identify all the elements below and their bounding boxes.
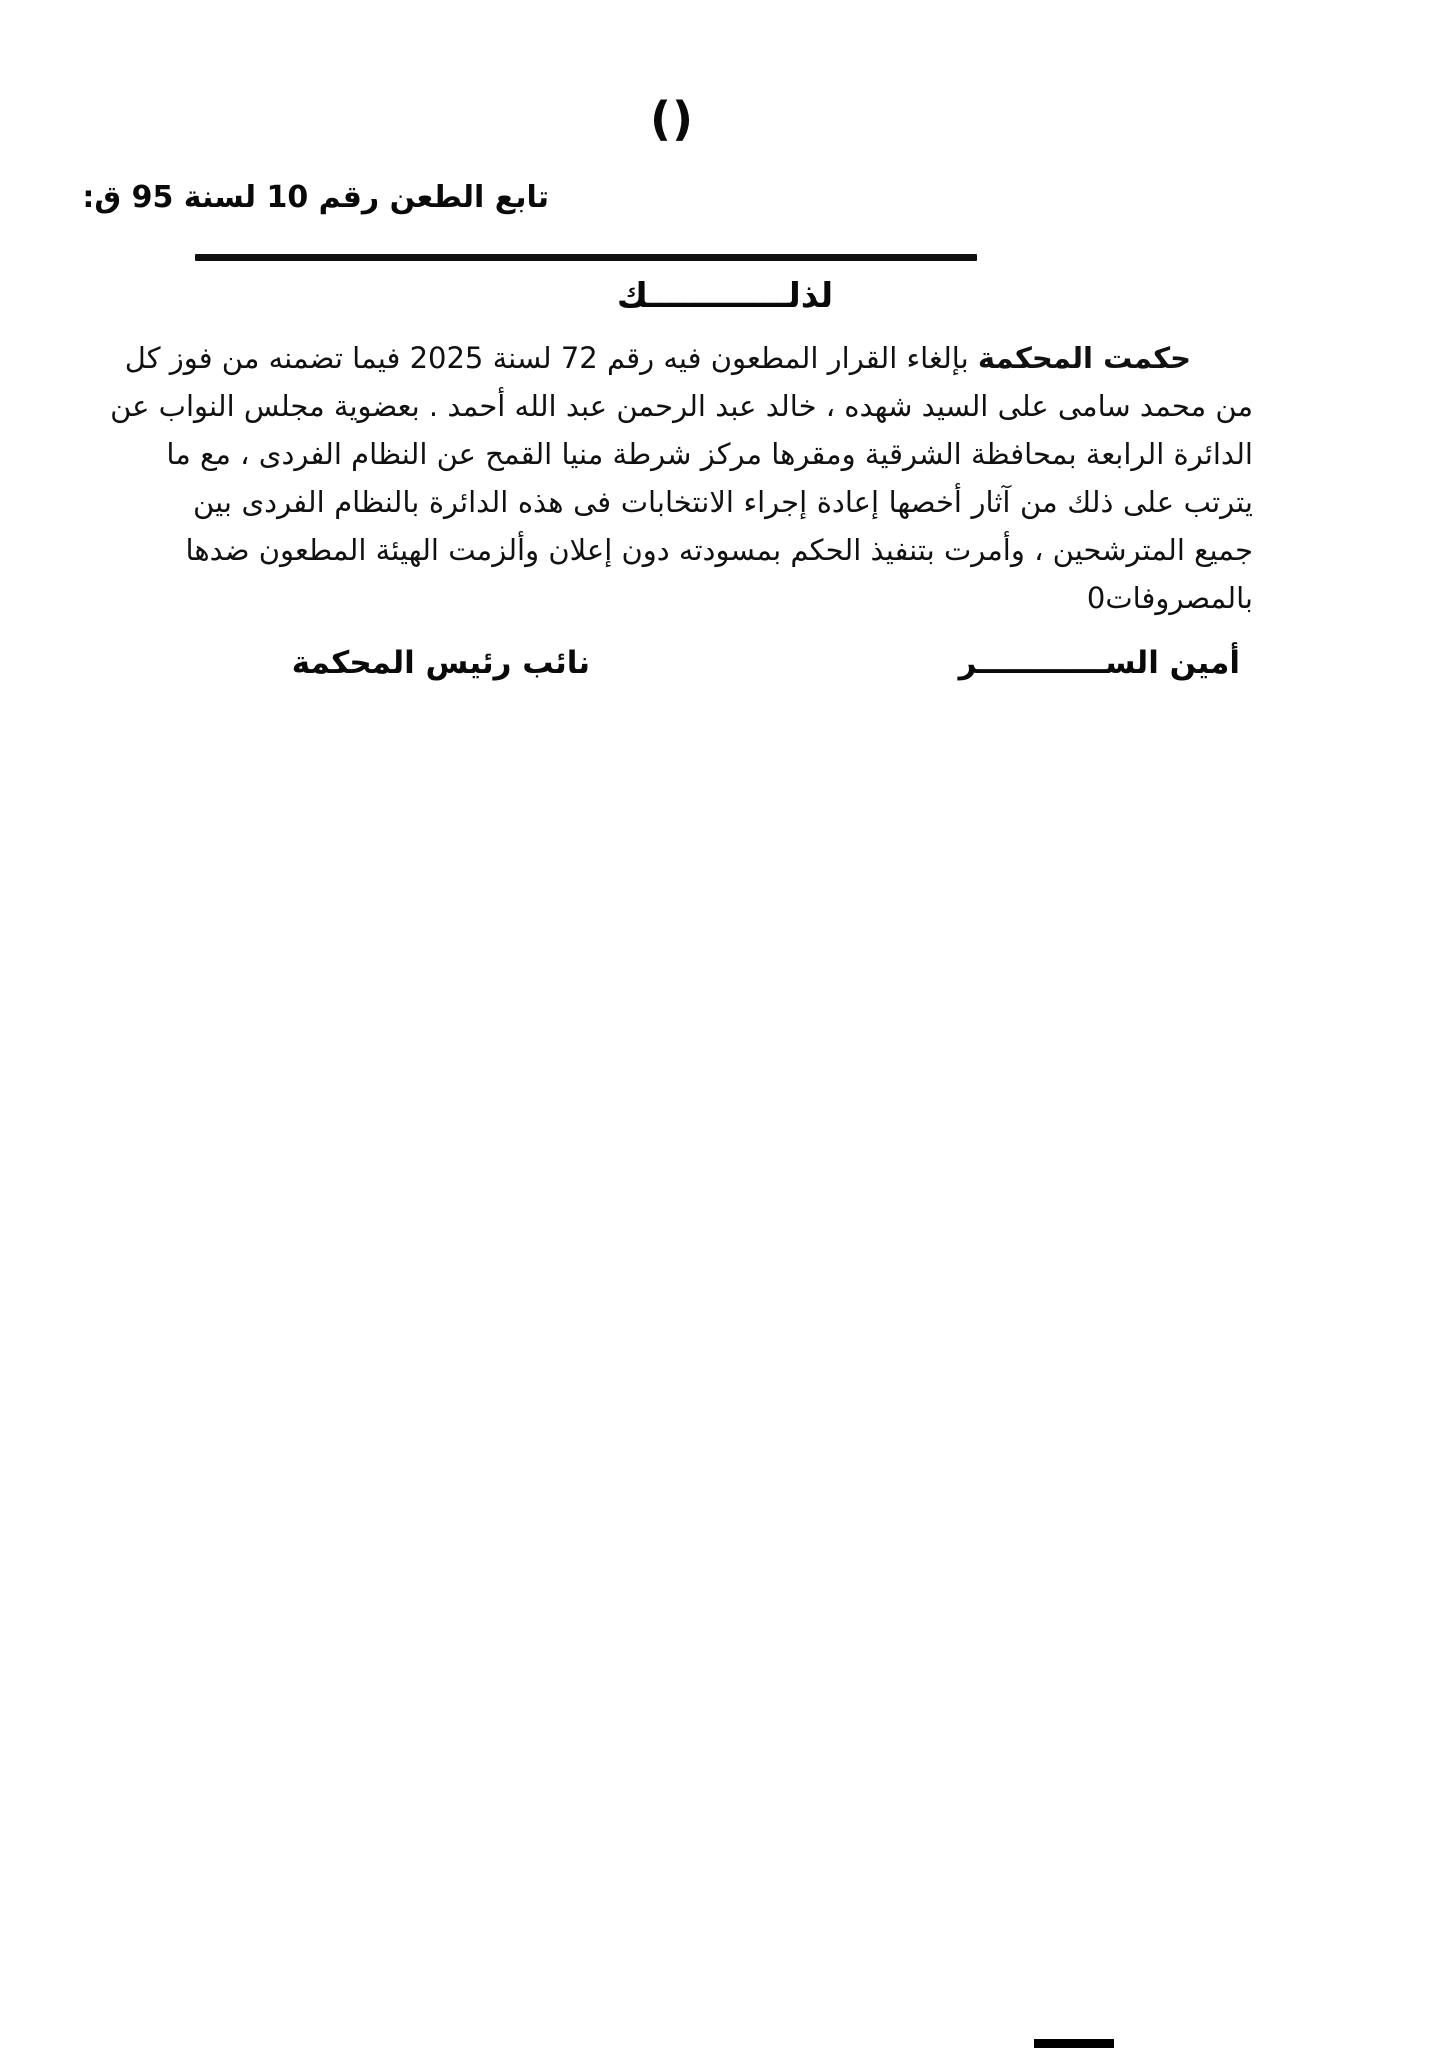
page-top-parentheses-mark: () (649, 92, 695, 146)
verdict-line: الدائرة الرابعة بمحافظة الشرقية ومقرها مركز شرطة منيا القمح عن النظام الفردى ، مع ما (166, 437, 1253, 471)
verdict-line: من محمد سامى على السيد شهده ، خالد عبد الرحمن عبد الله أحمد . بعضوية مجلس النواب عن (110, 389, 1253, 423)
verdict-line (124, 334, 1253, 382)
verdict-line: يترتب على ذلك من آثار أخصها إعادة إجراء الانتخابات فى هذه الدائرة بالنظام الفردى بين (193, 485, 1253, 519)
verdict-line: جميع المترشحين ، وأمرت بتنفيذ الحكم بمسودته دون إعلان وألزمت الهيئة المطعون ضدها (185, 533, 1253, 567)
scan-artifact-black-bar (1034, 2039, 1114, 2048)
verdict-line-1-rest: بإلغاء القرار المطعون فيه رقم 72 لسنة 2025 فيما تضمنه من فوز كل (124, 341, 978, 375)
signature-caption-deputy-chief-justice: نائب رئيس المحكمة (291, 645, 590, 681)
therefore-section-heading: لذلــــــــــــك (616, 276, 834, 316)
verdict-line: بالمصروفات0 (1086, 581, 1253, 615)
header-divider-rule (195, 254, 977, 261)
verdict-paragraph (110, 334, 1253, 622)
verdict-lead: حكمت المحكمة (977, 341, 1191, 375)
signature-caption-secretary: أمين الســــــــــــر (958, 645, 1240, 681)
case-continuation-header: تابع الطعن رقم 10 لسنة 95 ق: (82, 180, 549, 215)
